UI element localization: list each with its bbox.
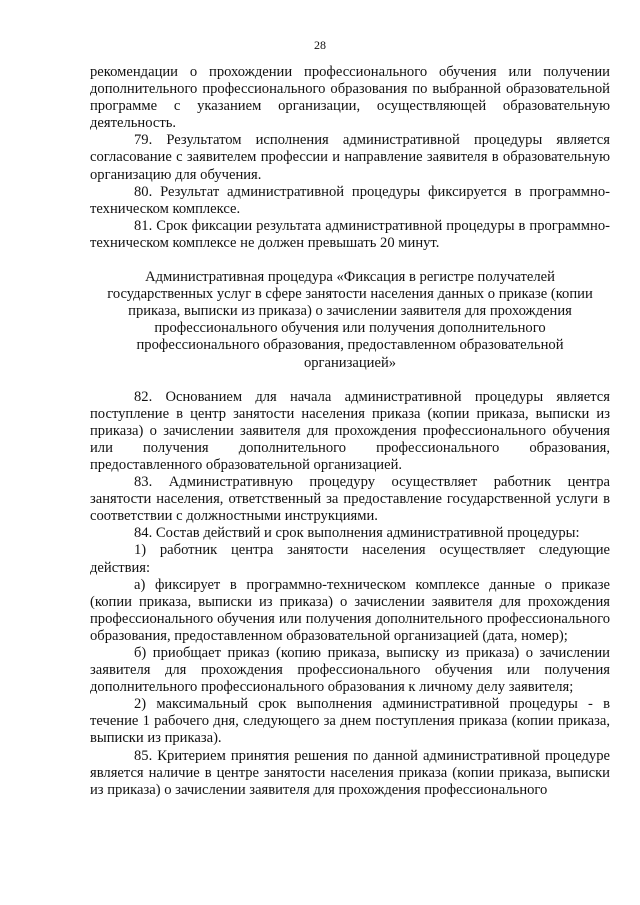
paragraph-83: 83. Административную процедуру осуществляет работник центра занятости населения, ответственный за предоставление государственной услуги в соответствии с должностными инструкциями. bbox=[90, 474, 610, 525]
paragraph-continued: рекомендации о прохождении профессионального обучения или получении дополнительного профессионального образования по выбранной образовательной программе с указанием организации, осуществляющей образовательную деятельность. bbox=[90, 64, 610, 132]
paragraph-84-item-2: 2) максимальный срок выполнения административной процедуры - в течение 1 рабочего дня, следующего за днем поступления приказа (копии приказа, выписки из приказа). bbox=[90, 696, 610, 747]
paragraph-79: 79. Результатом исполнения административной процедуры является согласование с заявителем профессии и направление заявителя в образовательную организацию для обучения. bbox=[90, 132, 610, 183]
section-heading: Административная процедура «Фиксация в регистре получателей государственных услуг в сфере занятости населения данных о приказе (копии приказа, выписки из приказа) о зачислении заявителя для прохождения профессионального обучения или получения дополнительного профессионального образования, предоставленном образовательной организацией» bbox=[107, 269, 593, 371]
paragraph-84-item-1b: б) приобщает приказ (копию приказа, выписку из приказа) о зачислении заявителя для прохождения профессионального обучения или получения дополнительного профессионального образования к личному делу заявителя; bbox=[90, 645, 610, 696]
paragraph-80: 80. Результат административной процедуры фиксируется в программно-техническом комплексе. bbox=[90, 183, 610, 217]
document-body bbox=[90, 64, 610, 799]
paragraph-81: 81. Срок фиксации результата административной процедуры в программно-техническом комплексе не должен превышать 20 минут. bbox=[90, 217, 610, 251]
paragraph-84-item-1a: а) фиксирует в программно-техническом комплексе данные о приказе (копии приказа, выписки из приказа) о зачислении заявителя для прохождения профессионального обучения или получения дополнительного профессионального образования, предоставленном образовательной организацией (дата, номер); bbox=[90, 576, 610, 644]
paragraph-85: 85. Критерием принятия решения по данной административной процедуре является наличие в центре занятости населения приказа (копии приказа, выписки из приказа) о зачислении заявителя для прохождения профессионального bbox=[90, 747, 610, 798]
page-number: 28 bbox=[314, 38, 326, 52]
paragraph-82: 82. Основанием для начала административной процедуры является поступление в центр занятости населения приказа (копии приказа, выписки из приказа) о зачислении заявителя для прохождения профессионального обучения или получения дополнительного профессионального образования, предоставленного образовательной организацией. bbox=[90, 388, 610, 473]
paragraph-84: 84. Состав действий и срок выполнения административной процедуры: bbox=[134, 525, 580, 542]
paragraph-84-item-1: 1) работник центра занятости населения осуществляет следующие действия: bbox=[90, 542, 610, 576]
